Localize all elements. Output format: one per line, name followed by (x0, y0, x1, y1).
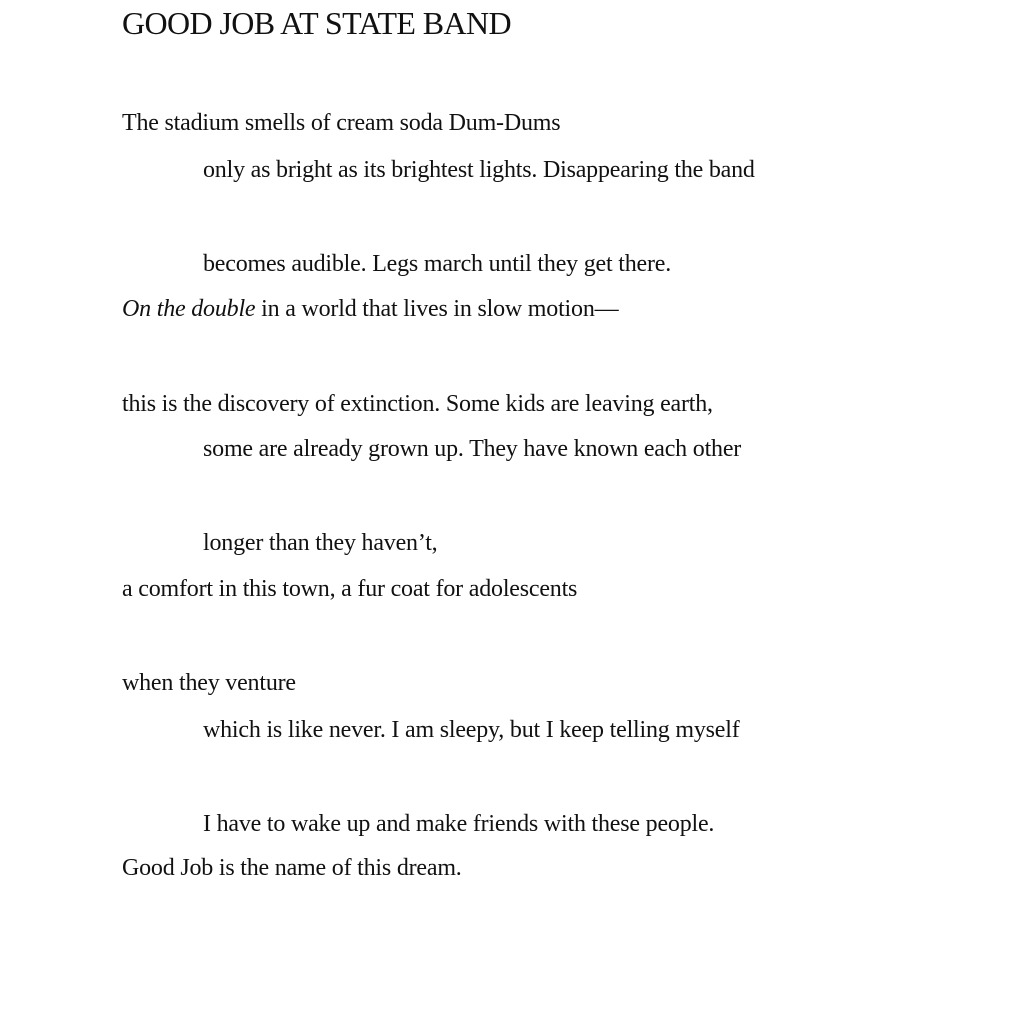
poem-line-4-rest: in a world that lives in slow motion— (255, 296, 619, 322)
poem-line-12: Good Job is the name of this dream. (122, 855, 462, 881)
poem-line-4-italic: On the double (122, 296, 256, 322)
poem-line-1: The stadium smells of cream soda Dum-Dums (122, 110, 561, 136)
poem-line-2: only as bright as its brightest lights. Disappearing the band (203, 157, 755, 183)
poem-line-4 (122, 294, 618, 324)
poem-line-8: a comfort in this town, a fur coat for adolescents (122, 576, 578, 602)
poem-line-6: some are already grown up. They have known each other (203, 436, 742, 462)
poem-line-7: longer than they haven’t, (203, 530, 438, 556)
poem-line-11: I have to wake up and make friends with these people. (203, 811, 715, 837)
poem-line-10: which is like never. I am sleepy, but I keep telling myself (203, 717, 740, 743)
poem-line-5: this is the discovery of extinction. Some kids are leaving earth, (122, 391, 713, 417)
poem-line-3: becomes audible. Legs march until they get there. (203, 251, 672, 277)
poem-line-9: when they venture (122, 670, 296, 696)
poem-title: GOOD JOB AT STATE BAND (122, 5, 512, 41)
